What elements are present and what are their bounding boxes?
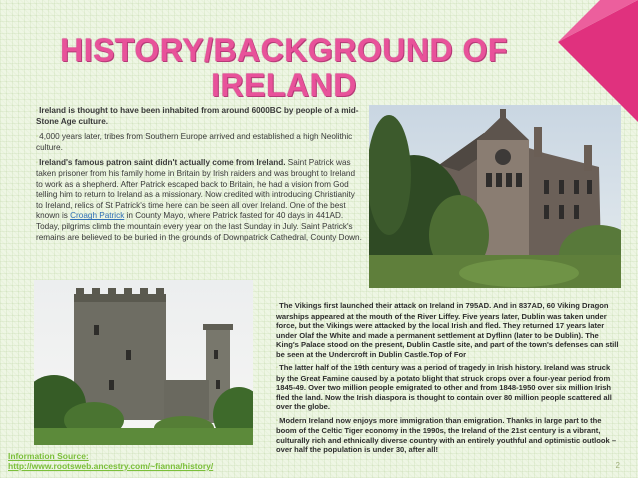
vikings-paragraph-3 — [276, 416, 620, 455]
vikings-text-block — [276, 301, 620, 459]
bullet-icon: ◦ — [36, 134, 39, 141]
intro-p3-text-b: in County Mayo, where Patrick fasted for 40 days in 441AD. Today, pilgrims climb the mountain every year on the last Sunday in July. Saint Patrick's remains are believed to be buried in the grounds of Downpatrick Cathedral, County Down. — [36, 211, 362, 242]
intro-text-block — [36, 106, 362, 248]
vikings-p2-text: The latter half of the 19th century was a period of tragedy in Irish history. Ireland was struck by the Great Famine caused by a potato blight that struck crops over a four-year period from 1845-49. Over two million people emigrated to other and from 1848-1950 over six million Irish fled the land. Now the Irish diaspora is thought to contain over 80 million people scattered all over the globe. — [276, 363, 612, 411]
intro-p3-bold: Ireland's famous patron saint didn't actually come from Ireland. — [39, 158, 286, 168]
intro-paragraph-1 — [36, 106, 362, 127]
intro-p1-text: Ireland is thought to have been inhabited from around 6000BC by people of a mid-Stone Age culture. — [36, 106, 359, 126]
castle-photo — [34, 280, 253, 445]
vikings-p3-text: Modern Ireland now enjoys more immigration than emigration. Thanks in large part to the boom of the Celtic Tiger economy in the 1990s, the Ireland of the 21st century is a vibrant, culturally rich and ethnically diverse country with an entirely youthful and optimistic outlook – over half the population is under 30, after all! — [276, 415, 617, 454]
source-url-link[interactable]: http://www.rootsweb.ancestry.com/~fianna/history/ — [8, 461, 214, 471]
bullet-icon: ◦ — [276, 417, 279, 424]
corner-decoration — [538, 0, 638, 122]
intro-paragraph-3 — [36, 158, 362, 243]
source-label-link[interactable]: Information Source: — [8, 451, 89, 461]
vikings-paragraph-2 — [276, 363, 620, 412]
bullet-icon: ◦ — [276, 365, 279, 371]
bullet-icon: ◦ — [36, 108, 39, 114]
intro-p3-text-a: Saint Patrick was taken prisoner from his family home in Britain by Irish raiders and was brought to Ireland to work as a shepherd. After Patrick escaped back to Britain, he had a vision from God telling him to return to Ireland as a missionary. Now credited with introducing Christianity to Ireland, relics of St Patrick's time here can be seen all over Ireland. One of the best known is — [36, 158, 356, 221]
information-source — [8, 451, 268, 471]
vikings-paragraph-1 — [276, 301, 620, 359]
slide-number: 2 — [615, 461, 620, 470]
croagh-patrick-link[interactable]: Croagh Patrick — [70, 211, 125, 221]
bullet-icon: ◦ — [276, 303, 279, 309]
intro-paragraph-2 — [36, 132, 362, 153]
church-photo — [369, 105, 621, 288]
bullet-icon: ◦ — [36, 160, 39, 167]
intro-p2-text: 4,000 years later, tribes from Southern Europe arrived and established a high Neolithic culture. — [36, 132, 353, 152]
slide-title: HISTORY/BACKGROUND OF IRELAND — [60, 32, 508, 103]
vikings-p1-text: The Vikings first launched their attack on Ireland in 795AD. And in 837AD, 60 Viking Dragon warships appeared at the mouth of the River Liffey. Five years later, Dublin was taken under force, but the Vikings were attacked by the local Irish and fled. They returned 17 years later under Olaf the White and made a permanent settlement at Dyflinn (later to be Dublin). The King's Palace stood on the present, Dublin Castle site, and part of the town's defenses can still be seen at the Undercroft in Dublin Castle.Top of For — [276, 301, 619, 359]
